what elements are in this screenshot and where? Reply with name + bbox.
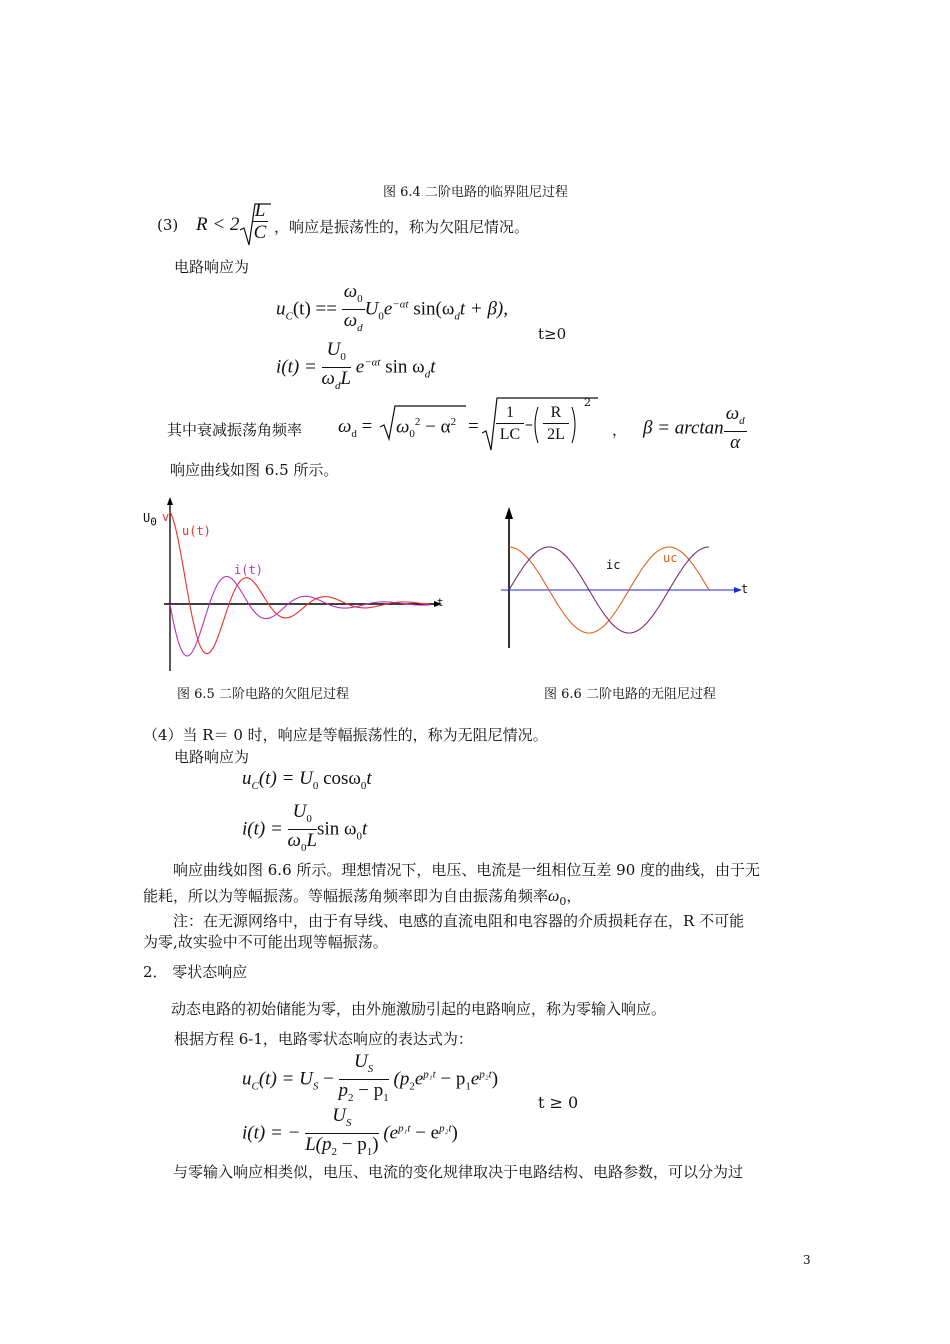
i-underdamped-equation: i(t) = $\frac{U_0}{\omega_dL}$ $e^{-\alpha t}$ $\sin \omega_dt$ (276, 339, 436, 392)
fig66-t-label: t (741, 582, 749, 596)
section-2-equation-intro: 根据方程 6-1，电路零状态响应的表达式为： (174, 1030, 473, 1048)
case4-response-label: 电路响应为 (174, 748, 250, 766)
case3-condition: R < 2 (196, 214, 240, 235)
figure-6-6-chart (498, 505, 748, 655)
page-number: 3 (803, 1253, 811, 1267)
section-2-heading: 2． 零状态响应 (143, 963, 248, 981)
fig65-y-label: $U_0$ (143, 511, 157, 529)
fig66-ic-label: ic (606, 558, 621, 572)
section-2-last-line: 与零输入响应相类似，电压、电流的变化规律取决于电路结构、电路参数，可以分为过 (173, 1163, 744, 1181)
case3-response-label: 电路响应为 (174, 258, 250, 276)
uc-undamped-equation: $u_C(t) = U_0$ cosω$_0$t (242, 768, 372, 792)
minus-sign: – (525, 414, 533, 433)
omega-d-symbol: $\omega_d$ = (338, 416, 373, 440)
beta-equation: β = arctan $\frac{\omega_d}{\alpha}$ (643, 403, 745, 453)
fig65-u-label: u(t) (182, 524, 211, 538)
sqrt-L-over-C: L C (253, 200, 267, 243)
note-line1: 注：在无源网络中，由于有导线、电感的直流电阻和电容器的介质损耗存在，R 不可能 (173, 912, 745, 930)
damped-eq2: = (468, 416, 479, 437)
case4-paragraph-line2: 能耗，所以为等幅振荡。等幅振荡角频率即为自由振荡角频率$\omega_0$， (143, 887, 582, 908)
frac-R-over-2L: R 2L (543, 403, 569, 446)
case3-label: (3) (157, 216, 179, 234)
i-zero-state-equation: i(t) = − $\frac{U_S}{L(p_2 - p_1)}$ $(e^{p_1t} - e^{p_2t})$ (242, 1105, 458, 1158)
fig65-v-label: v (162, 510, 170, 524)
section-2-intro: 动态电路的初始储能为零，由外施激励引起的电路响应，称为零输入响应。 (171, 1000, 667, 1018)
case4-paragraph-line1: 响应曲线如图 6.6 所示。理想情况下，电压、电流是一组相位互差 90 度的曲线，由于无 (173, 861, 761, 879)
note-line2: 为零,故实验中不可能出现等幅振荡。 (143, 933, 388, 951)
i-undamped-equation: i(t) = $\frac{U_0}{\omega_0L}$ $\sin \omega_0t$ (242, 801, 368, 854)
frac-1-over-LC: 1 LC (496, 403, 524, 446)
damped-frequency-label: 其中衰减振荡角频率 (167, 421, 303, 439)
figure-6-5-chart (138, 495, 448, 675)
case3-description: ，响应是振荡性的，称为欠阻尼情况。 (274, 218, 530, 236)
fig66-uc-label: uc (663, 551, 678, 565)
t-condition: t≥0 (538, 325, 567, 343)
figure-6-4-caption: 图 6.4 二阶电路的临界阻尼过程 (383, 185, 568, 200)
uc-zero-state-equation: $u_C(t) = U_S$ − $\frac{U_S}{p_2 - p_1}$ $(p_2e^{p_1t} - p_1e^{p_2t})$ (242, 1051, 499, 1104)
zero-state-t-condition: t ≥ 0 (538, 1093, 579, 1112)
i-curve (170, 577, 430, 657)
fig65-i-label: i(t) (234, 563, 263, 577)
uc-underdamped-equation: $u_C(t)$ == $\frac{\omega_0}{\omega_d}$ $U_0e^{-\alpha t}$ $\sin(\omega_dt + \beta)$, (276, 281, 508, 334)
figure-6-5-caption: 图 6.5 二阶电路的欠阻尼过程 (177, 687, 349, 702)
case4-heading: （4）当 R＝ 0 时，响应是等幅振荡性的，称为无阻尼情况。 (143, 726, 548, 744)
figure-6-6-caption: 图 6.6 二阶电路的无阻尼过程 (544, 687, 716, 702)
curve-reference-6-5: 响应曲线如图 6.5 所示。 (170, 461, 339, 479)
comma: ， (612, 421, 628, 439)
square-exponent: 2 (584, 396, 591, 409)
fig65-t-label: t (437, 596, 444, 609)
damped-sqrt-content: $\omega_0^2 - \alpha^2$ (396, 416, 457, 441)
